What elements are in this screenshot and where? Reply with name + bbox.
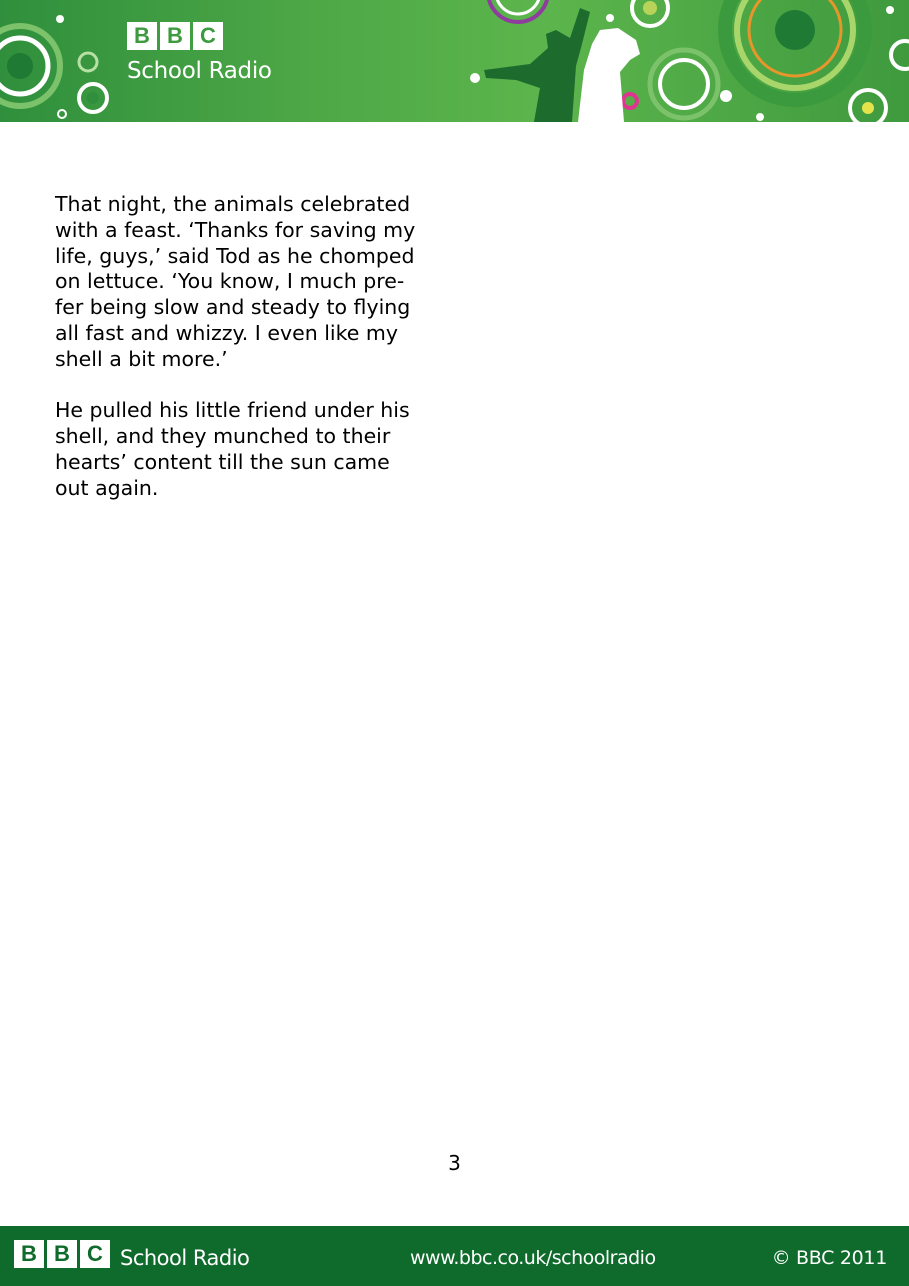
page-number: 3 [448, 1151, 461, 1175]
header-brand-title: School Radio [127, 58, 272, 84]
bbc-logo-letter: C [80, 1240, 110, 1268]
story-paragraph: That night, the animals celebrated with a feast. ‘Thanks for saving my life, guys,’ said Tod as he chomped on lettuce. ‘You know, I much pre- fer being slow and steady to flying all fast and whizzy. I even like my shell a bit more.’ [55, 192, 416, 371]
story-paragraph: He pulled his little friend under his shell, and they munched to their hearts’ content till the sun came out again. [55, 398, 410, 500]
header-banner [0, 0, 909, 122]
bbc-logo-letter: B [14, 1240, 44, 1268]
bbc-logo-letter: B [160, 22, 190, 50]
footer-copyright: © BBC 2011 [771, 1247, 887, 1269]
bbc-logo-letter: B [47, 1240, 77, 1268]
bbc-logo-icon [14, 1240, 110, 1268]
footer-url-link[interactable]: www.bbc.co.uk/schoolradio [410, 1247, 656, 1269]
bbc-logo-letter: B [127, 22, 157, 50]
footer-brand-title: School Radio [120, 1246, 250, 1270]
bbc-logo-icon [127, 22, 223, 50]
footer-bar [0, 1226, 909, 1286]
bbc-logo-letter: C [193, 22, 223, 50]
children-silhouettes-icon [484, 8, 640, 122]
story-text [55, 192, 445, 527]
